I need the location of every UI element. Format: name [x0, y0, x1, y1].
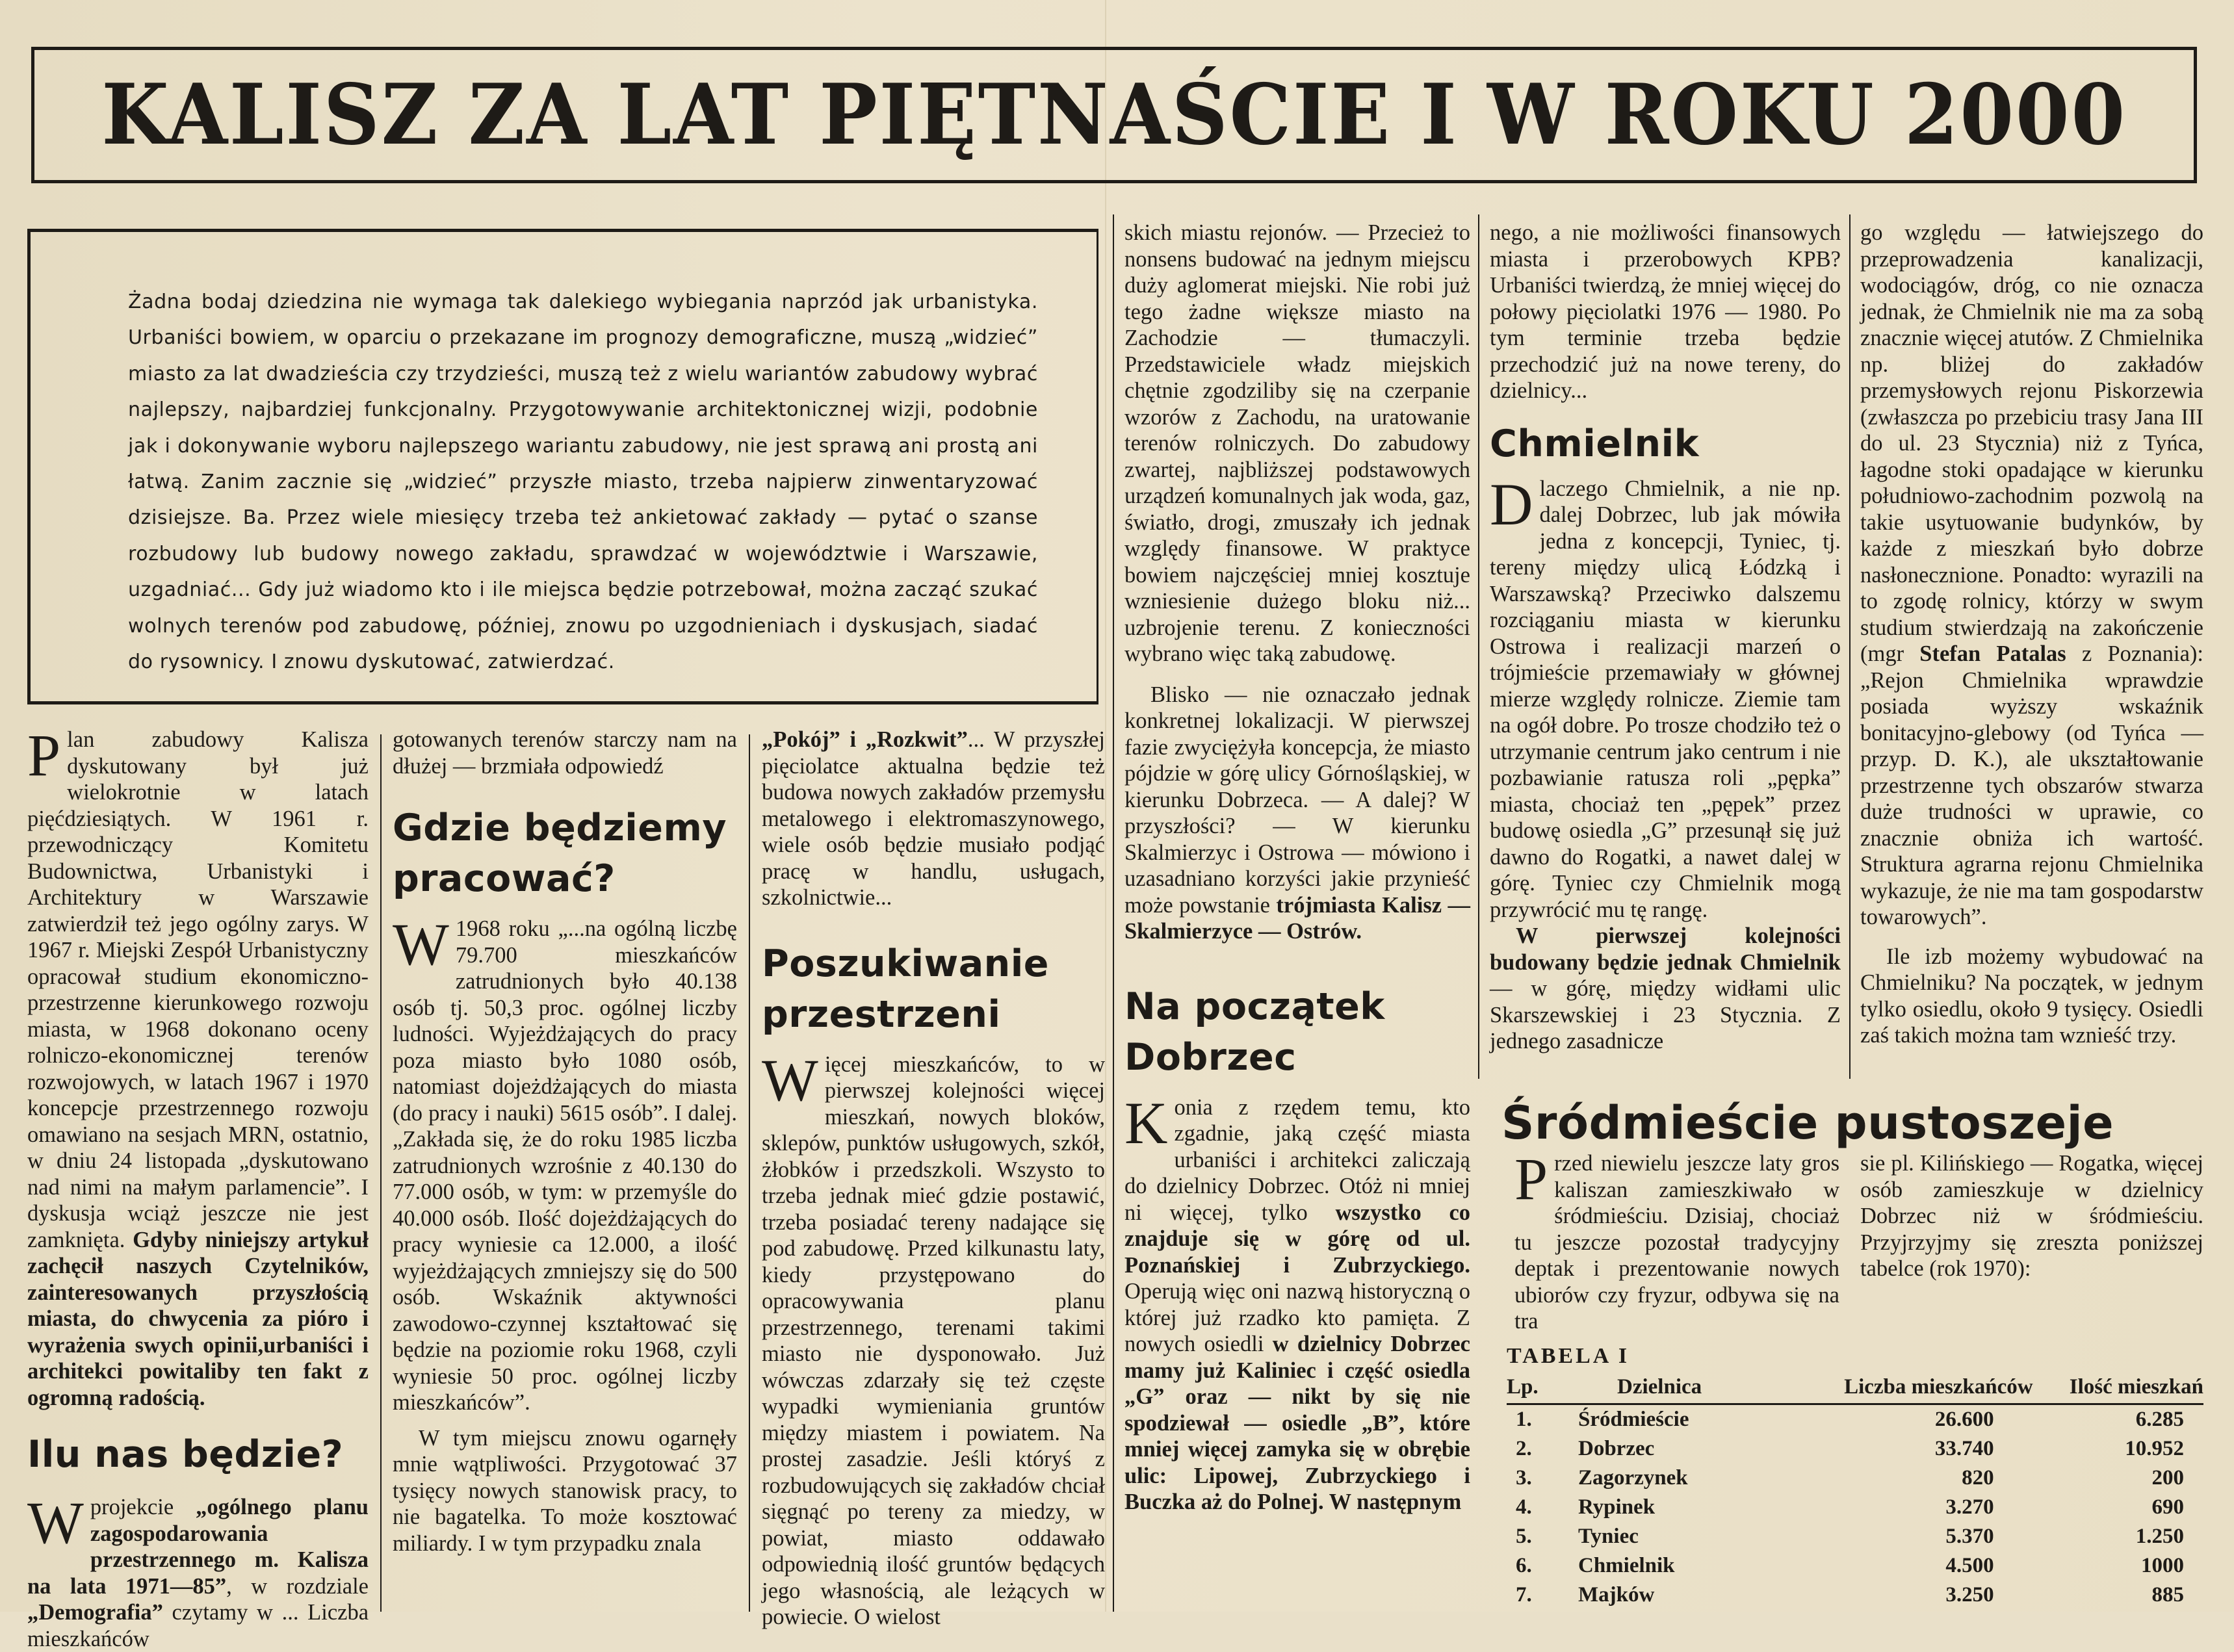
row-lp: 1.: [1516, 1408, 1532, 1431]
col1-bold-text: „ogólnego planu zagospodarowania przestrzennego m. Kalisza na lata 1971—85”: [27, 1495, 369, 1599]
col1-text: projekcie: [90, 1495, 174, 1519]
col6-text: go względu — łatwiejszego do przeprowadzenia kanalizacji, wodociągów, dróg, co nie oznacza jednak, że Chmielnik nie ma za sobą znacznie więcej atutów. Z Chmielnika np. bliżej do zakładów przemysłowych rejonu Piskorzewia (zwłaszcza po przebiciu trasy Jana III do ul. 23 Stycznia) niż z Tyńca, łagodne stoki opadające w kierunku południowo-zachodnim pozwolą na takie usytuowanie budynków, by każde z mieszkań było dobrze nasłonecznione. Ponadto: wyrazili na to zgodę rolnicy, którzy w swym studium stwierdzają na zakończenie (mgr: [1860, 220, 2203, 666]
col1-paragraph-2: [27, 1490, 369, 1652]
table-row: [1507, 1404, 2203, 1435]
col5-paragraph-1: nego, a nie możliwości finansowych miasta i przerobowych KPB? Urbaniści twierdzą, że mniej więcej do połowy pięciolatki 1976 — 1980. Po tym terminie trzeba będzie przechodzić już na nowe tereny, do dzielnicy...: [1490, 220, 1841, 403]
column-rule: [380, 734, 382, 1612]
row-residents: 4.500: [1945, 1554, 1994, 1577]
heading-srodmiescie: Śródmieście pustoszeje: [1501, 1096, 2114, 1150]
col1-text: czytamy w ... Liczba mieszkańców: [27, 1600, 369, 1651]
row-district: Tyniec: [1578, 1525, 1639, 1548]
column-3: [762, 727, 1105, 1629]
column-1: [27, 722, 369, 1651]
table-row: [1507, 1522, 2203, 1551]
column-rule: [1478, 214, 1479, 1079]
col3-text: ... W przyszłej pięciolatce aktualna będzie też budowa nowych zakładów przemysłu metalowego i elektromaszynowego, wiele osób będzie musiało podjąć pracę w handlu, usługach, szkolnictwie...: [762, 727, 1105, 910]
row-flats: 1.250: [2135, 1525, 2184, 1548]
col1-bold-text: Gdyby niniejszy artykuł zachęcił naszych Czytelników, zainteresowanych przyszłością miasta, do chwycenia za pióro i wyrażenia swych opinii,urbaniści i architekci powitaliby ten fakt z ogromną radością.: [27, 1227, 369, 1410]
col4-paragraph-3: [1124, 1089, 1471, 1516]
table-row: [1507, 1551, 2203, 1581]
row-lp: 4.: [1516, 1495, 1532, 1519]
srod-paragraph-right: sie pl. Kilińskiego — Rogatka, więcej osób zamieszkuje w dzielnicy Dobrzec niż w śródmieściu. Przyjrzyjmy się zreszta poniższej tabelce (rok 1970):: [1860, 1151, 2203, 1281]
heading-na-poczatek: Na początek Dobrzec: [1124, 985, 1385, 1079]
drop-cap: K: [1124, 1089, 1168, 1156]
heading-ilu-nas: Ilu nas będzie?: [27, 1433, 344, 1476]
row-district: Zagorzynek: [1578, 1466, 1688, 1490]
column-rule: [749, 734, 750, 1612]
heading-gdzie-pracowac: Gdzie będziemy pracować?: [393, 807, 727, 900]
page-fold: [1105, 0, 1106, 1612]
row-lp: 2.: [1516, 1437, 1532, 1460]
column-4: [1124, 220, 1470, 1612]
col6-text: z Poznania): „Rejon Chmielnika wprawdzie posiada wyższy wskaźnik bonitacyjno-glebowy (od Tyńca — przyp. D. K.), ale ukształtowanie przestrzenne tych obszarów stwarza duże trudności w uprawie, co znacznie obniża ich wartość. Struktura agrarna rejonu Chmielnika wykazuje, że nie ma tam gospodarstw towarowych”.: [1860, 641, 2203, 929]
col1-text: lan zabudowy Kalisza dyskutowany był już wielokrotnie w latach pięćdziesiątych. W 1961 r. przewodniczący Komitetu Budownictwa, Urbanistyki i Architektury w Warszawie zatwierdził też jego ogólny zarys. W 1967 r. Miejski Zespół Urbanistyczny opracował studium ekonomiczno-przestrzenne kierunkowego rozwoju miasta, w 1968 dokonano oceny rolniczo-ekonomicznej terenów rozwojowych, w latach 1967 i 1970 koncepcje przestrzennego rozwoju omawiano na sesjach MRN, ostatnio, w dniu 24 listopada „dyskutowano nad nimi na małym parlamencie”. I dyskusja wciąż jeszcze nie jest zamknięta.: [27, 727, 369, 1252]
row-flats: 1000: [2141, 1554, 2184, 1577]
col1-paragraph-1: [27, 722, 369, 1411]
col3-bold-text: „Pokój” i „Rozkwit”: [762, 727, 968, 752]
row-flats: 885: [2151, 1583, 2184, 1607]
drop-cap: W: [762, 1046, 818, 1113]
row-lp: 7.: [1516, 1583, 1532, 1607]
col4-text: Blisko — nie oznaczało jednak konkretnej lokalizacji. W pierwszej fazie zwyciężyła koncepcja, że miasto pójdzie w górę ulicy Górnośląskiej, w kierunku Dobrzeca. — A dalej? W przyszłości? — W kierunku Skalmierzyc i Ostrowa — mówiono i uzasadniano korzyści jakie przynieść może powstanie: [1124, 682, 1470, 918]
col1-bold-text: „Demografia”: [27, 1600, 163, 1625]
drop-cap: D: [1490, 471, 1533, 537]
col2-paragraph-2: [393, 911, 737, 1416]
col4-bold-text: trójmiasta Kalisz — Skalmierzyce — Ostrów.: [1124, 892, 1470, 944]
srodmiescie-column-right: [1860, 1150, 2203, 1313]
heading-poszukiwanie: Poszukiwanie przestrzeni: [762, 942, 1049, 1036]
col2-paragraph-1: gotowanych terenów starczy nam na dłużej — brzmiała odpowiedź: [393, 727, 737, 779]
col4-text: onia z rzędem temu, kto zgadnie, jaką część miasta urbaniści i architekci zaliczają do dzielnicy Dobrzec. Otóż ni mniej ni więcej, tylko: [1124, 1094, 1470, 1225]
row-residents: 26.600: [1934, 1408, 1994, 1431]
row-residents: 33.740: [1934, 1437, 1994, 1460]
row-flats: 690: [2151, 1495, 2184, 1519]
row-flats: 10.952: [2125, 1437, 2184, 1460]
row-district: Śródmieście: [1578, 1408, 1689, 1431]
col2-text: 1968 roku „...na ogólną liczbę 79.700 mieszkańców zatrudnionych było 40.138 osób tj. 50,3 proc. ogólnej liczby ludności. Wyjeżdżających do pracy poza miasto było 1080 osób, natomiast dojeżdżających do miasta (do pracy i nauki) 5615 osób”. I dalej. „Zakłada się, że do roku 1985 liczba zatrudnionych wzrośnie z 40.130 do 77.000 osób, w tym: w przemyśle do 40.000 osób. Ilość dojeżdżających do pracy wyniesie ca 12.000, a ilość wyjeżdżających zmniejszy się do 500 osób. Wskaźnik aktywności zawodowo-czynnej kształtować się będzie na poziomie roku 1968, czyli wyniesie 50 proc. ogólnej liczby mieszkańców”.: [393, 916, 737, 1415]
column-5: [1490, 220, 1841, 1079]
row-residents: 820: [1962, 1466, 1994, 1490]
drop-cap: P: [27, 722, 61, 788]
drop-cap: W: [27, 1490, 84, 1556]
srodmiescie-column-left: [1514, 1146, 1839, 1334]
row-flats: 6.285: [2135, 1408, 2184, 1431]
row-residents: 3.270: [1945, 1495, 1994, 1519]
col6-paragraph-1: [1860, 220, 2203, 931]
row-residents: 5.370: [1945, 1525, 1994, 1548]
col4-paragraph-1: skich miastu rejonów. — Przecież to nonsens budować na jednym miejscu duży aglomerat miejski. Nie robi już tego żadne większe miasto na Zachodzie — tłumaczyli. Przedstawiciele władz miejskich chętnie zgodziliby się na czerpanie wzorów z Zachodu, na uratowanie terenów rolniczych. Do zabudowy zwartej, najbliższej podstawowych urządzeń komunalnych jak woda, gaz, światło, drogi, zmuszały ich jednak względy finansowe. W praktyce bowiem najczęściej mniej kosztuje wzniesienie dużego bloku niż... uzbrojenie terenu. Z konieczności wybrano więc taką zabudowę.: [1124, 220, 1470, 666]
row-lp: 3.: [1516, 1466, 1532, 1490]
drop-cap: P: [1514, 1146, 1548, 1212]
table-row: [1507, 1434, 2203, 1464]
table-caption: TABELA I: [1507, 1344, 1630, 1368]
headline: KALISZ ZA LAT PIĘTNAŚCIE I W ROKU 2000: [101, 66, 2127, 164]
col5-text: laczego Chmielnik, a nie np. dalej Dobrzec, lub jak mówiła jedna z koncepcji, Tyniec, tj. tereny między ulicą Łódzką i Warszawską? Przeciwko dalszemu rozciąganiu miasta w kierunku Ostrowa i realizacji marzeń o trójmieście przemawiały w głównej mierze względy rolnicze. Ziemie tam na ogół dobre. Po trosze chodziło też o utrzymanie centrum jako centrum i nie pozbawianie ratusza roli „pępka” miasta, chociaż ten „pępek” przez budowę osiedla „G” przesunął się już dawno do Rogatki, a nawet dalej w górę. Tyniec czy Chmielnik mogą przywrócić mu tę rangę.: [1490, 476, 1841, 922]
col5-paragraph-3: [1490, 923, 1841, 1055]
row-district: Majków: [1578, 1583, 1655, 1607]
col6-paragraph-2: Ile izb możemy wybudować na Chmielniku? Na początek, w jednym tylko osiedlu, około 9 tysięcy. Osiedli zaś takich można tam wznieść trzy.: [1860, 944, 2203, 1048]
col4-bold-text: w dzielnicy Dobrzec mamy już Kaliniec i część osiedla „G” oraz — nikt by się nie spodziewał — osiedle „B”, które mniej więcej zamyka się w obrębie ulic: Lipowej, Zubrzyckiego i Buczka aż do Polnej. W następnym: [1124, 1332, 1470, 1514]
col6-bold-text: Stefan Patalas: [1919, 641, 2066, 666]
col4-text: Operują więc oni nazwą historyczną o której już rzadko kto pamięta. Z nowych osiedli: [1124, 1279, 1470, 1356]
table-header-row: [1507, 1373, 2203, 1404]
table-row: [1507, 1464, 2203, 1493]
row-lp: 5.: [1516, 1525, 1532, 1548]
col3-paragraph-2: [762, 1046, 1105, 1631]
column-rule: [1849, 214, 1851, 1079]
row-district: Dobrzec: [1578, 1437, 1655, 1460]
row-lp: 6.: [1516, 1554, 1532, 1577]
table-row: [1507, 1581, 2203, 1610]
table-area: [1507, 1344, 2203, 1612]
srod-text: rzed niewielu jeszcze laty gros kaliszan zamieszkiwało w śródmieściu. Dzisiaj, chociaż tu jeszcze pozostał tradycyjny deptak i prezentowanie nowych ubiorów czy fryzur, odbywa się na tra: [1514, 1151, 1839, 1334]
column-6: [1860, 220, 2203, 1079]
col5-bold-text: W pierwszej kolejności budowany będzie jednak Chmielnik: [1490, 923, 1841, 975]
col5-paragraph-2: [1490, 471, 1841, 923]
column-rule: [1113, 214, 1114, 1612]
header-ilosc: Ilość mieszkań: [2033, 1373, 2203, 1404]
row-district: Chmielnik: [1578, 1554, 1675, 1577]
col5-text: — w górę, między widłami ulic Skarszewskiej i 23 Stycznia. Z jednego zasadnicze: [1490, 976, 1841, 1053]
col4-bold-text: wszystko co znajduje się w górę od ul. Poznańskiej i Zubrzyckiego.: [1124, 1200, 1471, 1278]
header-lp: Lp.: [1507, 1373, 1578, 1404]
row-flats: 200: [2151, 1466, 2184, 1490]
drop-cap: W: [393, 911, 449, 977]
col3-text: ięcej mieszkańców, to w pierwszej kolejności więcej mieszkań, nowych bloków, sklepów, punktów usługowych, szkół, żłobków i przedszkoli. Wszysto to trzeba jednak mieć gdzie postawić, trzeba posiadać tereny nadające się pod zabudowę. Przed kilkunastu laty, kiedy przystępowano do opracowywania planu przestrzennego, terenami takimi miasto nie dysponowało. Już wówczas zdarzały się też częste wypadki wymieniania gruntów między miastem i powiatem. Na prostej zasadzie. Jeśli któryś z rozbudowujących się zakładów chciał sięgnąć po tereny za miedzy, w powiat, miasto oddawało odpowiednią ilość gruntów będących jego własnością, ale leżących w powiecie. O wielost: [762, 1052, 1105, 1629]
srod-paragraph-left: [1514, 1146, 1839, 1335]
row-residents: 3.250: [1945, 1583, 1994, 1607]
srodmiescie-heading-area: [1501, 1092, 2203, 1157]
lead-paragraph: Żadna bodaj dziedzina nie wymaga tak dalekiego wybiegania naprzód jak urbanistyka. Urbaniści bowiem, w oparciu o przekazane im prognozy demograficzne, muszą „widzieć” miasto za lat dwadzieścia czy trzydzieści, muszą też z wielu wariantów zabudowy wybrać najlepszy, najbardziej funkcjonalny. Przygotowywanie architektonicznej wizji, podobnie jak i dokonywanie wyboru najlepszego wariantu zabudowy, nie jest sprawą ani prostą ani łatwą. Zanim zacznie się „widzieć” przyszłe miasto, trzeba najpierw zinwentaryzować dzisiejsze. Ba. Przez wiele miesięcy trzeba też ankietować zakłady — pytać o szanse rozbudowy lub budowy nowego zakładu, sprawdzać w województwie i Warszawie, uzgadniać... Gdy już wiadomo kto i ile miejsca będzie potrzebował, można zacząć szukać wolnych terenów pod zabudowę, później, znowu po uzgodnieniach i dyskusjach, siadać do rysownicy. I znowu dyskutować, zatwierdzać.: [128, 290, 1038, 674]
col1-text: , w rozdziale: [226, 1573, 369, 1599]
lead-box: [27, 229, 1098, 704]
district-table: [1507, 1373, 2203, 1610]
header-liczba: Liczba mieszkańców: [1793, 1373, 2033, 1404]
column-2: [393, 727, 737, 1612]
headline-box: [31, 47, 2197, 183]
row-district: Rypinek: [1578, 1495, 1656, 1519]
col2-paragraph-3: W tym miejscu znowu ogarnęły mnie wątpliwości. Przygotować 37 tysięcy nowych stanowisk pracy, to nie bagatelka. To może kosztować miliardy. I w tym przypadku znala: [393, 1425, 737, 1556]
table-row: [1507, 1493, 2203, 1522]
col3-paragraph-1: [762, 727, 1105, 911]
header-dzielnica: Dzielnica: [1578, 1373, 1793, 1404]
heading-chmielnik: Chmielnik: [1490, 422, 1700, 465]
col4-paragraph-2: [1124, 682, 1470, 945]
